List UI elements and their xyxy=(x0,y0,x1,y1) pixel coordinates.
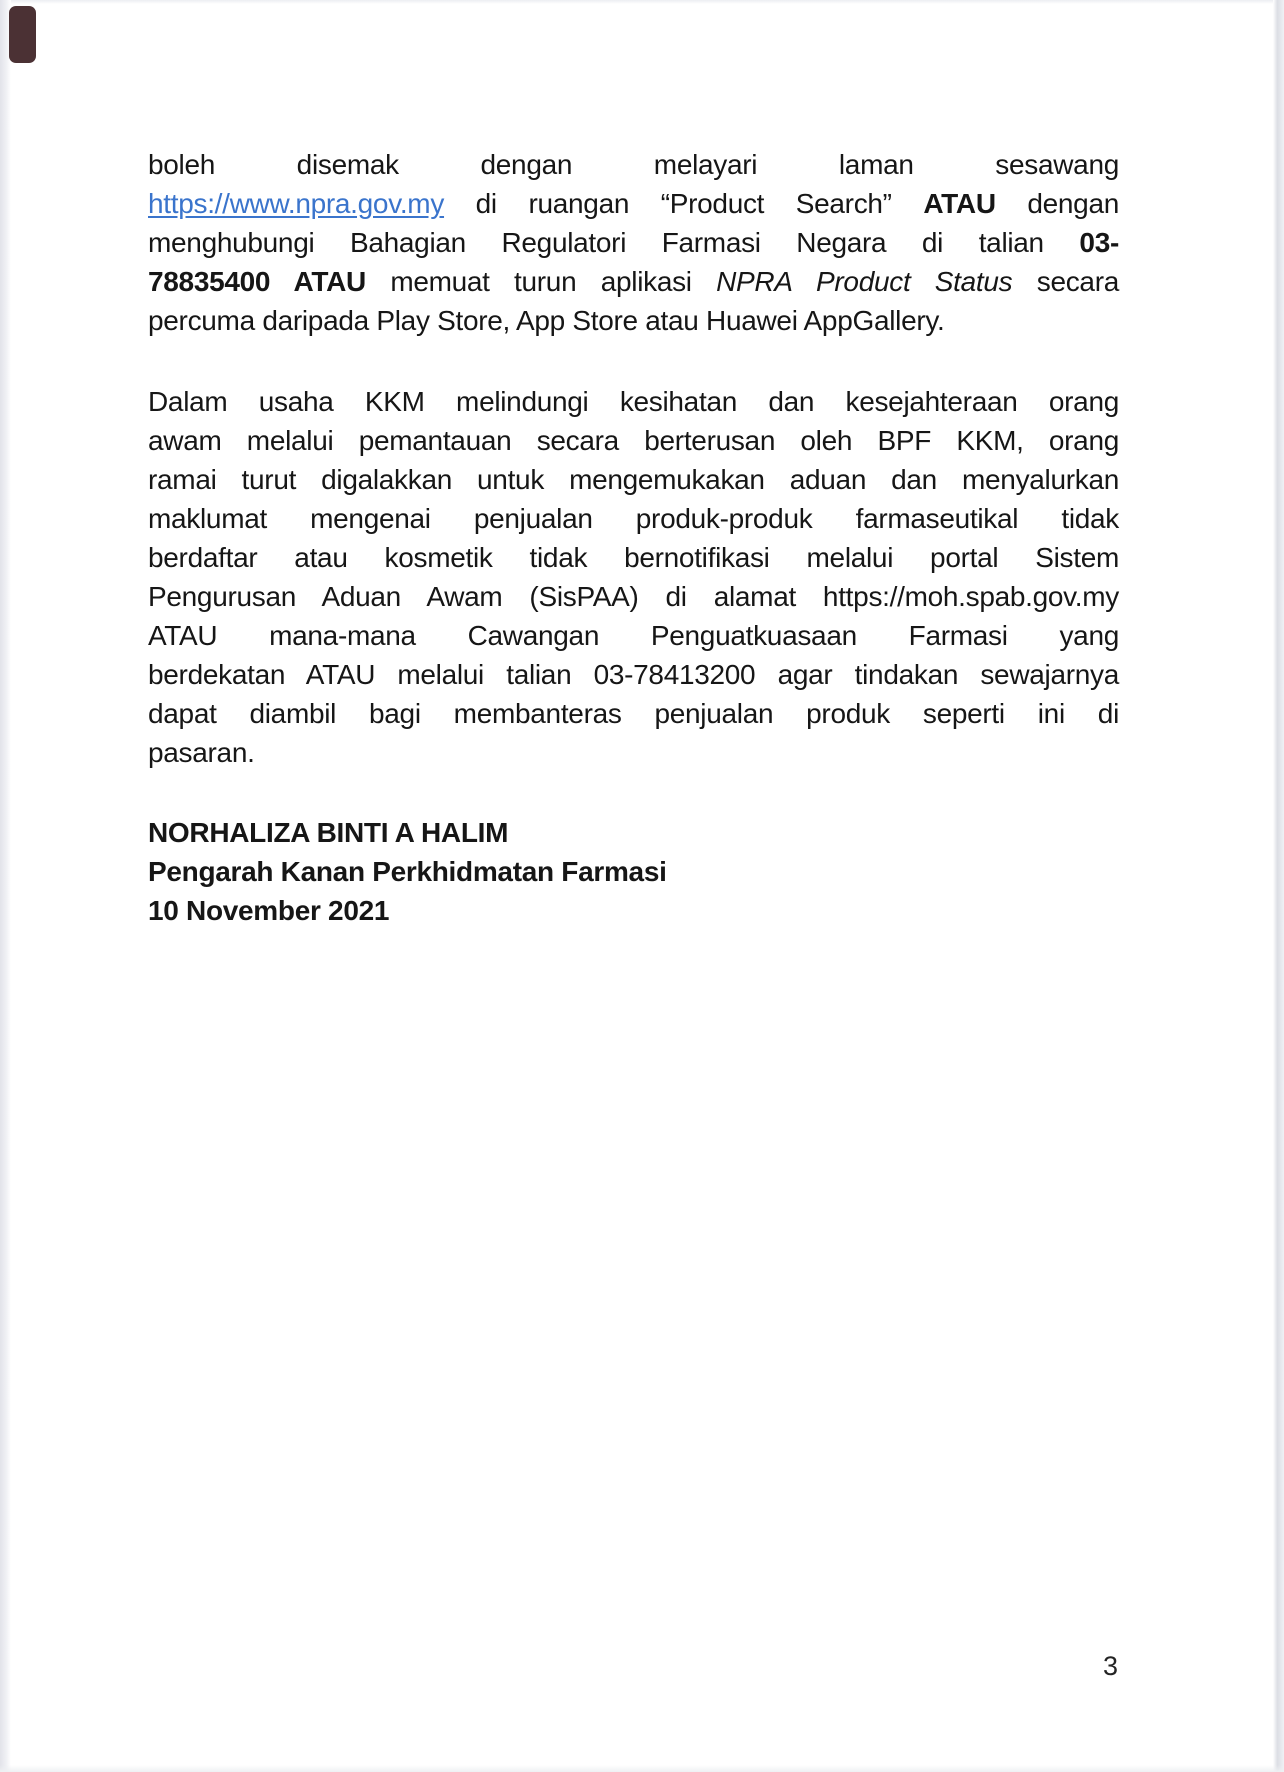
text-run: dapat diambil bagi membanteras penjualan produk seperti ini di xyxy=(148,698,1119,729)
text-line xyxy=(148,499,1119,538)
text-run: ATAU mana-mana Cawangan Penguatkuasaan Farmasi yang xyxy=(148,620,1119,651)
text-run-bold: 03- xyxy=(1079,227,1119,258)
signatory-title: Pengarah Kanan Perkhidmatan Farmasi xyxy=(148,856,667,887)
text-run: Pengurusan Aduan Awam (SisPAA) di alamat https://moh.spab.gov.my xyxy=(148,581,1119,612)
text-line xyxy=(148,733,1119,772)
text-run: memuat turun aplikasi xyxy=(365,266,717,297)
text-run: pasaran. xyxy=(148,737,255,768)
text-line xyxy=(148,460,1119,499)
text-run: boleh disemak dengan melayari laman sesawang xyxy=(148,149,1119,180)
text-run: Dalam usaha KKM melindungi kesihatan dan kesejahteraan orang xyxy=(148,386,1119,417)
text-line xyxy=(148,538,1119,577)
text-run: ramai turut digalakkan untuk mengemukakan aduan dan menyalurkan xyxy=(148,464,1119,495)
text-line xyxy=(148,655,1119,694)
text-run: berdaftar atau kosmetik tidak bernotifikasi melalui portal Sistem xyxy=(148,542,1119,573)
screen-corner-artifact xyxy=(9,6,36,63)
npra-website-link[interactable]: https://www.npra.gov.my xyxy=(148,188,445,219)
text-run: menghubungi Bahagian Regulatori Farmasi Negara di talian xyxy=(148,227,1080,258)
text-run: berdekatan ATAU melalui talian 03-78413200 agar tindakan sewajarnya xyxy=(148,659,1119,690)
text-line xyxy=(148,694,1119,733)
text-run-bold: 78835400 ATAU xyxy=(148,266,366,297)
signatory-name: NORHALIZA BINTI A HALIM xyxy=(148,817,509,848)
page-edge-left xyxy=(0,0,11,1772)
text-run: di ruangan “Product Search” xyxy=(444,188,924,219)
text-line xyxy=(148,301,1119,340)
text-run: secara xyxy=(1012,266,1119,297)
page-edge-bottom xyxy=(0,1765,1284,1772)
text-run: dengan xyxy=(995,188,1119,219)
text-line xyxy=(148,223,1119,262)
paragraph-product-check xyxy=(148,145,1119,340)
text-line xyxy=(148,616,1119,655)
text-run: percuma daripada Play Store, App Store atau Huawei AppGallery. xyxy=(148,305,945,336)
text-line xyxy=(148,145,1119,184)
page-edge-right xyxy=(1273,0,1284,1772)
paragraph-complaint-channels xyxy=(148,382,1119,772)
text-line xyxy=(148,262,1119,301)
text-line xyxy=(148,184,1119,223)
text-line xyxy=(148,421,1119,460)
text-line xyxy=(148,382,1119,421)
text-run: maklumat mengenai penjualan produk-produk farmaseutikal tidak xyxy=(148,503,1119,534)
text-run-bold: ATAU xyxy=(923,188,996,219)
text-line xyxy=(148,577,1119,616)
signature-date: 10 November 2021 xyxy=(148,895,390,926)
text-run: awam melalui pemantauan secara berterusan oleh BPF KKM, orang xyxy=(148,425,1119,456)
signature-block xyxy=(148,813,1119,930)
letter-body xyxy=(148,0,1119,930)
app-name-italic: NPRA Product Status xyxy=(716,266,1013,297)
page-number: 3 xyxy=(1103,1651,1119,1681)
